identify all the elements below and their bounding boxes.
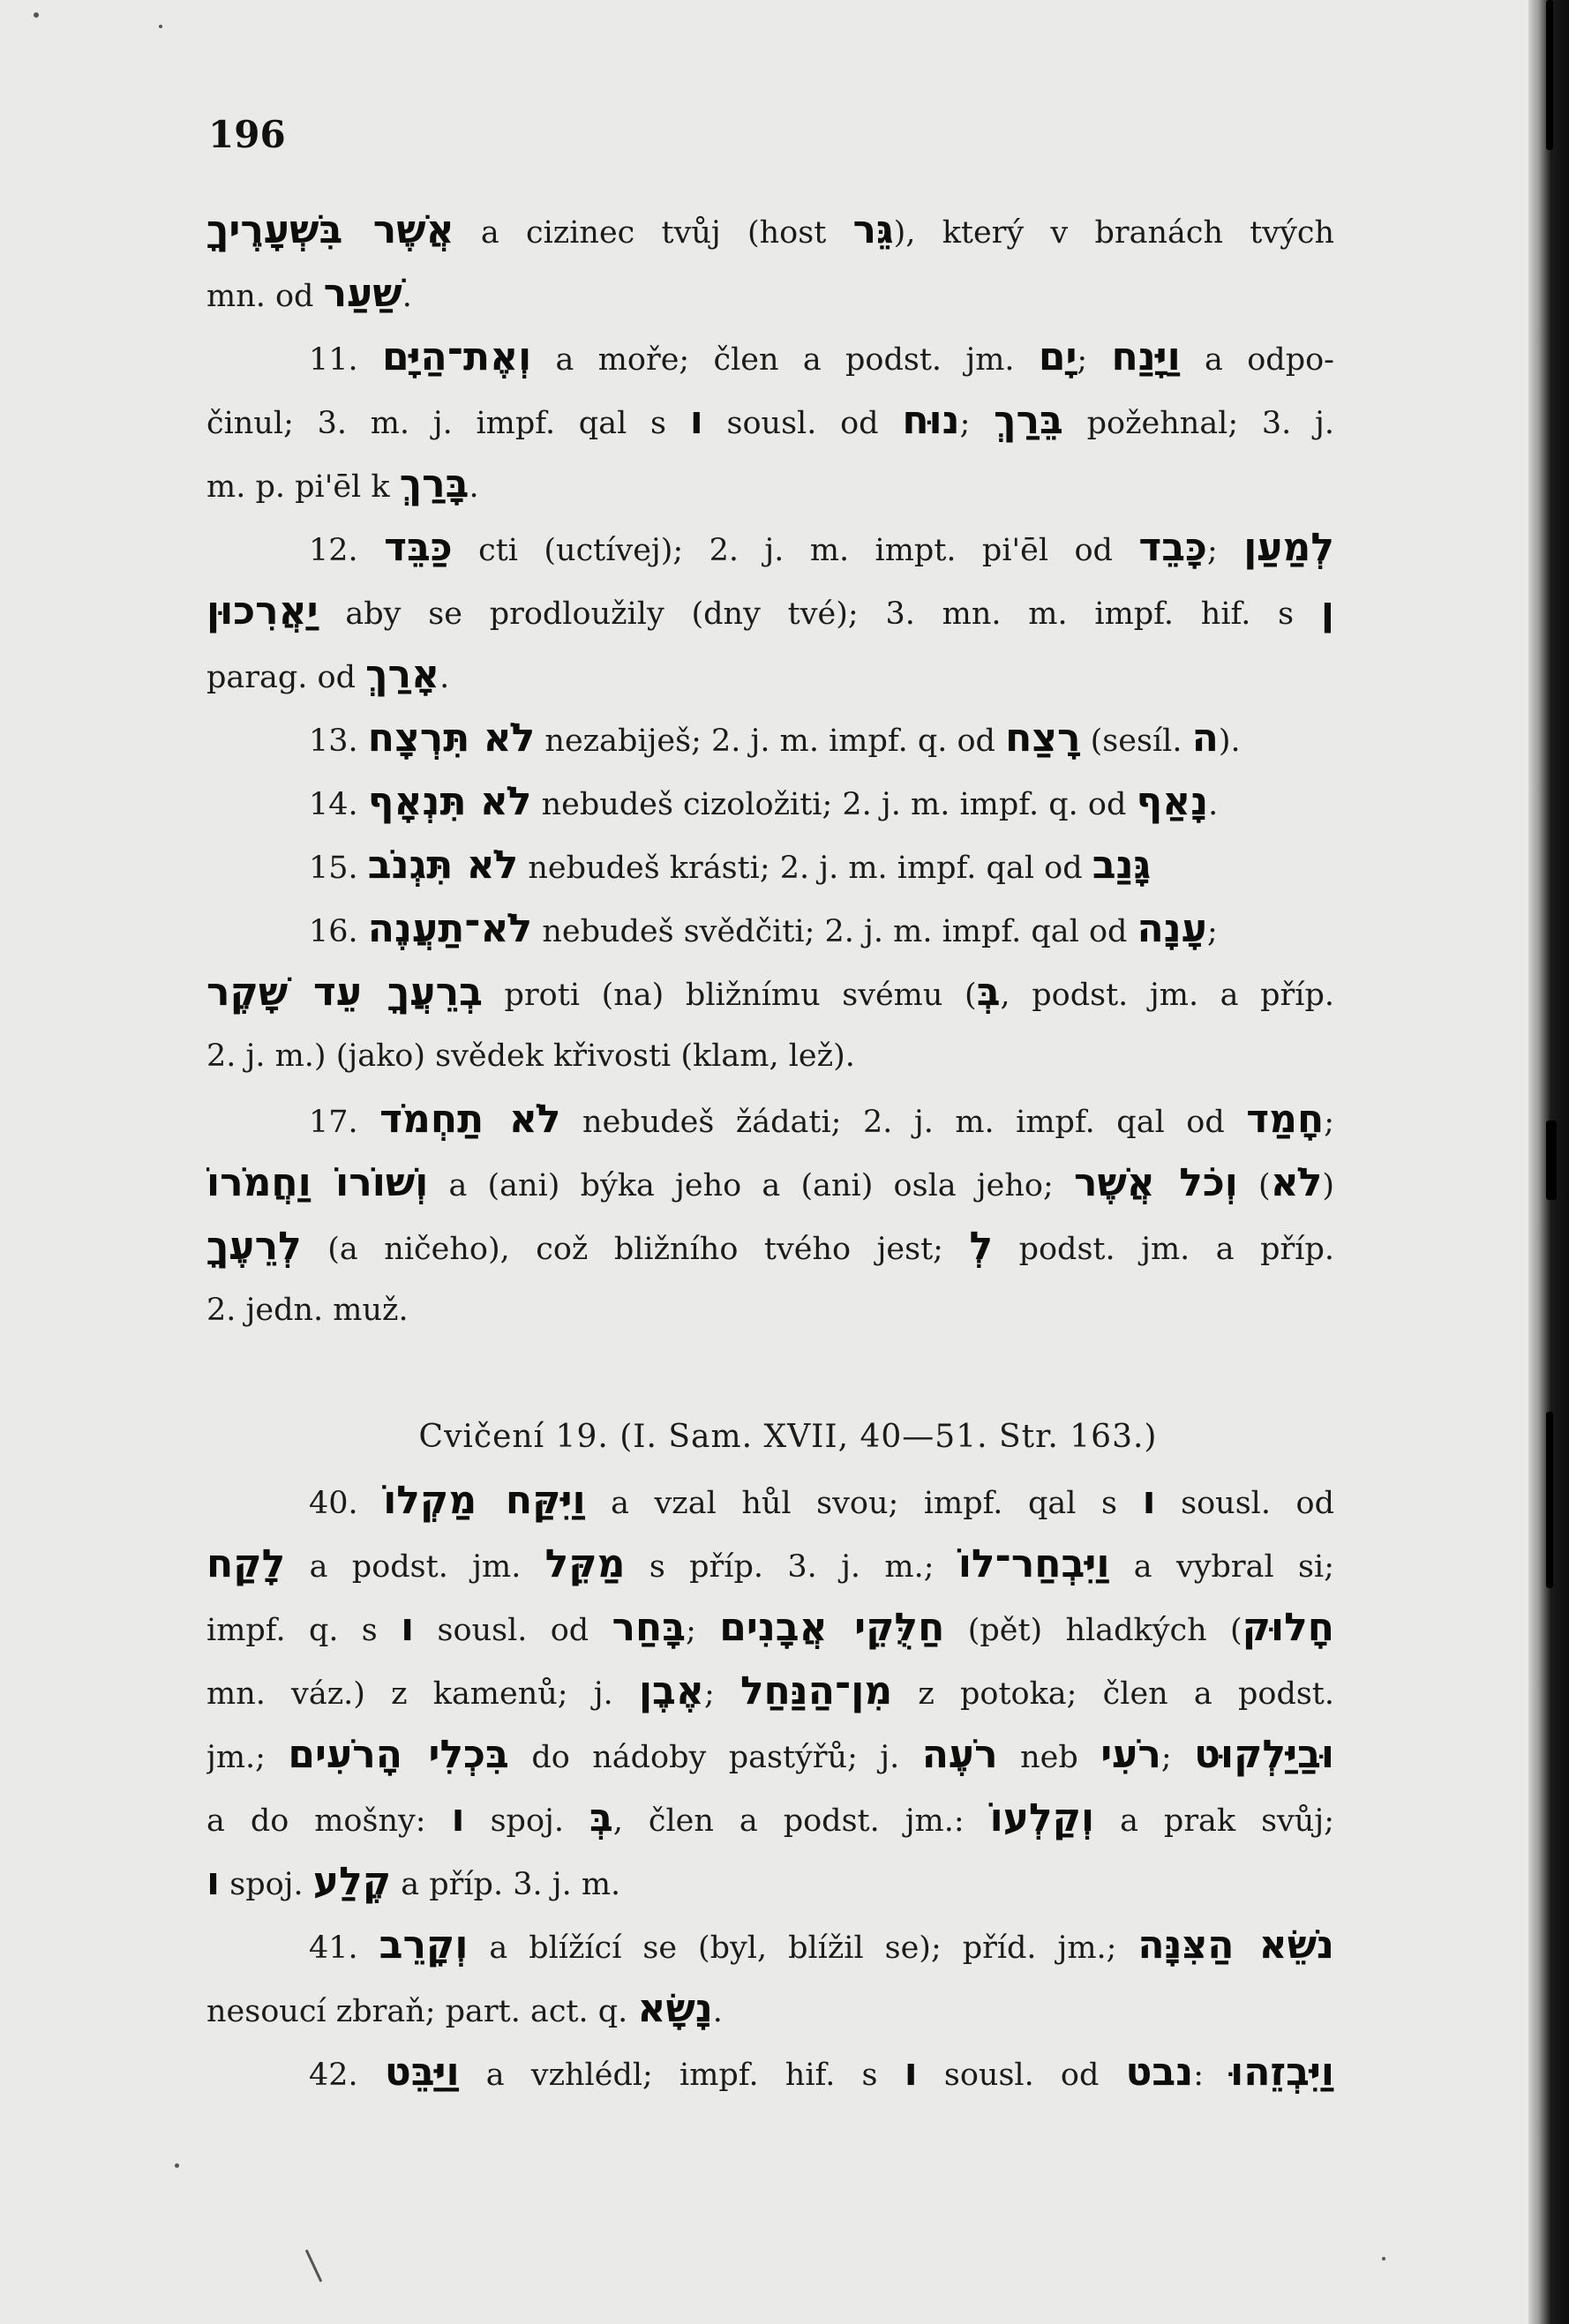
czech-text: a vybral si;: [1109, 1549, 1334, 1585]
hebrew-word: שַׁעַר: [323, 271, 402, 316]
czech-text: jm.;: [206, 1740, 289, 1775]
text-line: [206, 326, 1334, 389]
czech-text: s příp. 3. j. m.;: [625, 1549, 958, 1585]
hebrew-word: בִּכְלִי הָרֹעִים: [288, 1732, 509, 1777]
czech-text: podst. jm. a příp.: [993, 1232, 1334, 1267]
czech-text: nebudeš žádati; 2. j. m. impf. qal od: [560, 1105, 1247, 1140]
text-line: [206, 1850, 1334, 1914]
czech-text: .: [402, 279, 412, 314]
text-line: [206, 1914, 1334, 1977]
czech-text: m. p. pi'ēl k: [206, 469, 400, 505]
czech-text: ;: [1077, 342, 1112, 378]
czech-text: 15.: [309, 851, 368, 886]
czech-text: cti (uctívej); 2. j. m. impt. pi'ēl od: [452, 533, 1139, 568]
text-line: [206, 834, 1334, 897]
hebrew-word: נֹשֵׂא הַצִּנָּה: [1137, 1923, 1334, 1968]
hebrew-word: כַּבֵּד: [384, 525, 453, 570]
czech-text: sousl. od: [1155, 1486, 1334, 1521]
czech-text: spoj.: [220, 1867, 313, 1902]
czech-text: nezabiješ; 2. j. m. impf. q. od: [535, 723, 1006, 759]
hebrew-word: לֹא תִּגְנֹב: [367, 843, 519, 888]
hebrew-word: ו: [451, 1795, 465, 1840]
scan-speck: [34, 12, 39, 18]
hebrew-word: גָּנַב: [1092, 843, 1152, 888]
text-line: [206, 1215, 1334, 1278]
hebrew-word: ן: [1320, 588, 1334, 633]
czech-text: činul; 3. m. j. impf. qal s: [206, 406, 690, 441]
text-line: [206, 1278, 1334, 1342]
text-line: [206, 770, 1334, 834]
czech-text: neb: [997, 1740, 1101, 1775]
hebrew-word: אֶבֶן: [638, 1668, 704, 1713]
hebrew-word: וּבַיַּלְקוּט: [1194, 1732, 1334, 1777]
scan-speck: [1382, 2257, 1385, 2260]
czech-text: 11.: [309, 342, 382, 378]
hebrew-word: יַאֲרִכוּן: [206, 588, 319, 633]
czech-text: nebudeš cizoložiti; 2. j. m. impf. q. od: [531, 787, 1137, 822]
hebrew-word: וְקָרֵב: [379, 1923, 469, 1968]
hebrew-word: רֹעֶה: [921, 1732, 998, 1777]
hebrew-word: חַלֻּקֵי אֲבָנִים: [719, 1605, 945, 1650]
hebrew-word: לָקַח: [206, 1541, 286, 1586]
czech-text: sousl. od: [917, 2058, 1126, 2093]
text-line: [206, 516, 1334, 580]
hebrew-word: בָּחַר: [612, 1605, 687, 1650]
hebrew-word: וְשׁוֹרוֹ וַחֲמֹרוֹ: [206, 1160, 429, 1205]
czech-text: ), který v branách tvých: [893, 215, 1334, 251]
czech-text: Cvičení 19. (I. Sam. XVII, 40—51. Str. 163.): [418, 1419, 1158, 1455]
czech-text: ;: [1160, 1740, 1195, 1775]
hebrew-word: בְרֵעֲךָ עֵד שָׁקֶר: [206, 970, 483, 1015]
czech-text: sousl. od: [702, 406, 903, 441]
czech-text: sousl. od: [414, 1613, 612, 1648]
text-line: [206, 389, 1334, 453]
text-line: [206, 1469, 1334, 1533]
czech-text: nesoucí zbraň; part. act. q.: [206, 1994, 638, 2029]
text-line: [206, 1660, 1334, 1723]
hebrew-word: בָּרַךְ: [399, 461, 469, 506]
czech-text: proti (na) bližnímu svému (: [482, 978, 977, 1013]
hebrew-word: לְרֵעֶךָ: [206, 1224, 302, 1269]
text-line: [206, 1596, 1334, 1660]
text-line: [206, 897, 1334, 961]
czech-text: mn. váz.) z kamenů; j.: [206, 1676, 639, 1712]
czech-text: impf. q. s: [206, 1613, 402, 1648]
czech-text: ;: [959, 406, 995, 441]
text-line: [206, 1024, 1334, 1088]
section-heading: [206, 1406, 1334, 1469]
czech-text: 14.: [309, 787, 368, 822]
czech-text: (pět) hladkých (: [944, 1613, 1242, 1648]
czech-text: .: [439, 660, 450, 695]
hebrew-word: מִן־הַנַּחַל: [739, 1668, 893, 1713]
hebrew-word: וַיִּבְחַר־לוֹ: [957, 1541, 1110, 1586]
hebrew-word: ה: [1191, 716, 1219, 761]
hebrew-word: ו: [689, 398, 703, 443]
hebrew-word: לֹא: [1270, 1160, 1323, 1205]
czech-text: ;: [1206, 533, 1244, 568]
hebrew-word: וַיָּנַח: [1111, 334, 1181, 379]
book-binding-edge: [1528, 0, 1569, 2324]
hebrew-word: אֲשֶׁר בִּשְׁעָרֶיךָ: [206, 207, 454, 252]
czech-text: ;: [1324, 1105, 1334, 1140]
text-line: [206, 1977, 1334, 2041]
text-line: [206, 961, 1334, 1024]
czech-text: ): [1322, 1168, 1334, 1203]
czech-text: nebudeš krásti; 2. j. m. impf. qal od: [518, 851, 1092, 886]
text-line: [206, 2041, 1334, 2104]
hebrew-word: בְּ: [976, 970, 1001, 1015]
hebrew-word: לֹא תִּרְצָח: [367, 716, 536, 761]
czech-text: ).: [1218, 723, 1241, 759]
czech-text: spoj.: [464, 1803, 589, 1839]
hebrew-word: מַקֵּל: [544, 1541, 626, 1586]
hebrew-word: לֹא־תַעֲנֶה: [367, 906, 533, 951]
hebrew-word: ו: [206, 1859, 221, 1904]
czech-text: z potoka; člen a podst.: [892, 1676, 1334, 1712]
czech-text: a (ani) býka jeho a (ani) osla jeho;: [428, 1168, 1074, 1203]
czech-text: a vzal hůl svou; impf. qal s: [585, 1486, 1143, 1521]
hebrew-word: וְקַלְעוֹ: [989, 1795, 1095, 1840]
czech-text: 41.: [309, 1930, 379, 1966]
hebrew-word: ו: [1142, 1478, 1156, 1523]
hebrew-word: וְאֶת־הַיָּם: [381, 334, 532, 379]
text-line: [206, 1151, 1334, 1215]
czech-text: 2. j. m.) (jako) svědek křivosti (klam, lež).: [206, 1038, 855, 1074]
text-line: [206, 1787, 1334, 1850]
hebrew-word: גֵּר: [852, 207, 894, 252]
czech-text: 13.: [309, 723, 368, 759]
text-line: [206, 1723, 1334, 1787]
czech-text: a vzhlédl; impf. hif. s: [459, 2058, 905, 2093]
czech-text: .: [712, 1994, 723, 2029]
hebrew-word: חָלוּק: [1242, 1605, 1334, 1650]
hebrew-word: רָצַח: [1005, 716, 1081, 761]
czech-text: ;: [703, 1676, 740, 1712]
text-line: [206, 1088, 1334, 1151]
czech-text: a moře; člen a podst. jm.: [531, 342, 1039, 378]
czech-text: (sesíl.: [1080, 723, 1192, 759]
text-line: [206, 453, 1334, 516]
hebrew-word: כָּבֵד: [1138, 525, 1207, 570]
hebrew-word: בֵּרַךְ: [994, 398, 1063, 443]
czech-text: a příp. 3. j. m.: [391, 1867, 621, 1902]
czech-text: 2. jedn. muž.: [206, 1293, 409, 1328]
czech-text: (: [1237, 1168, 1271, 1203]
czech-text: , člen a podst. jm.:: [612, 1803, 990, 1839]
czech-text: ;: [1206, 914, 1218, 949]
hebrew-word: עָנָה: [1137, 906, 1207, 951]
czech-text: , podst. jm. a příp.: [1000, 978, 1334, 1013]
edge-mark: [1546, 1121, 1557, 1200]
edge-mark: [1546, 1412, 1553, 1588]
scan-speck: [175, 2163, 179, 2168]
czech-text: a cizinec tvůj (host: [454, 215, 853, 251]
czech-text: mn. od: [206, 279, 324, 314]
hebrew-word: יָם: [1038, 334, 1077, 379]
czech-text: 16.: [309, 914, 368, 949]
czech-text: a prak svůj;: [1094, 1803, 1334, 1839]
hebrew-word: קֶלַע: [312, 1859, 392, 1904]
czech-text: .: [1208, 787, 1219, 822]
czech-text: nebudeš svědčiti; 2. j. m. impf. qal od: [532, 914, 1137, 949]
czech-text: .: [469, 469, 479, 505]
czech-text: a blížící se (byl, blížil se); příd. jm.;: [468, 1930, 1138, 1966]
czech-text: parag. od: [206, 660, 366, 695]
scan-speck: [159, 25, 162, 28]
czech-text: a do mošny:: [206, 1803, 452, 1839]
hebrew-word: חָמַד: [1246, 1097, 1325, 1142]
czech-text: aby se prodloužily (dny tvé); 3. mn. m. impf. hif. s: [318, 596, 1321, 632]
hebrew-word: לֹא תִּנְאָף: [367, 779, 532, 824]
text-line: [206, 707, 1334, 770]
czech-text: požehnal; 3. j.: [1062, 406, 1334, 441]
text-line: [206, 262, 1334, 326]
hebrew-word: נָשָׂא: [637, 1986, 713, 2031]
czech-text: a podst. jm.: [285, 1549, 545, 1585]
hebrew-word: ו: [904, 2050, 918, 2095]
page-number: 196: [208, 113, 286, 156]
czech-text: 40.: [309, 1486, 384, 1521]
edge-mark: [1546, 0, 1553, 150]
scan-speck: [305, 2249, 323, 2283]
czech-text: :: [1193, 2058, 1231, 2093]
text-line: [206, 580, 1334, 643]
hebrew-word: לֹא תַחְמֹד: [379, 1097, 561, 1142]
hebrew-word: וַיִּבְזֵהוּ: [1230, 2050, 1334, 2095]
czech-text: 42.: [309, 2058, 385, 2093]
czech-text: do nádoby pastýřů; j.: [508, 1740, 922, 1775]
hebrew-word: ו: [401, 1605, 415, 1650]
hebrew-word: וְכֹל אֲשֶׁר: [1073, 1160, 1238, 1205]
text-line: [206, 643, 1334, 707]
hebrew-word: נוּח: [902, 398, 960, 443]
hebrew-word: וַיִּקַּח מַקְלוֹ: [383, 1478, 586, 1523]
hebrew-word: רֹעִי: [1100, 1732, 1161, 1777]
czech-text: 17.: [309, 1105, 380, 1140]
czech-text: a odpo-: [1180, 342, 1334, 378]
czech-text: (a ničeho), což bližního tvého jest;: [301, 1232, 970, 1267]
hebrew-word: לְמַעַן: [1243, 525, 1334, 570]
hebrew-word: נבט: [1125, 2050, 1194, 2095]
hebrew-word: אָרַךְ: [365, 652, 440, 697]
hebrew-word: בְּ: [589, 1795, 613, 1840]
hebrew-word: לְ: [969, 1224, 994, 1269]
text-line: [206, 199, 1334, 262]
text-line: [206, 1533, 1334, 1596]
czech-text: 12.: [309, 533, 385, 568]
czech-text: ;: [686, 1613, 720, 1648]
hebrew-word: וַיַּבֵּט: [384, 2050, 460, 2095]
hebrew-word: נָאַף: [1136, 779, 1209, 824]
page-text: [206, 199, 1334, 2104]
